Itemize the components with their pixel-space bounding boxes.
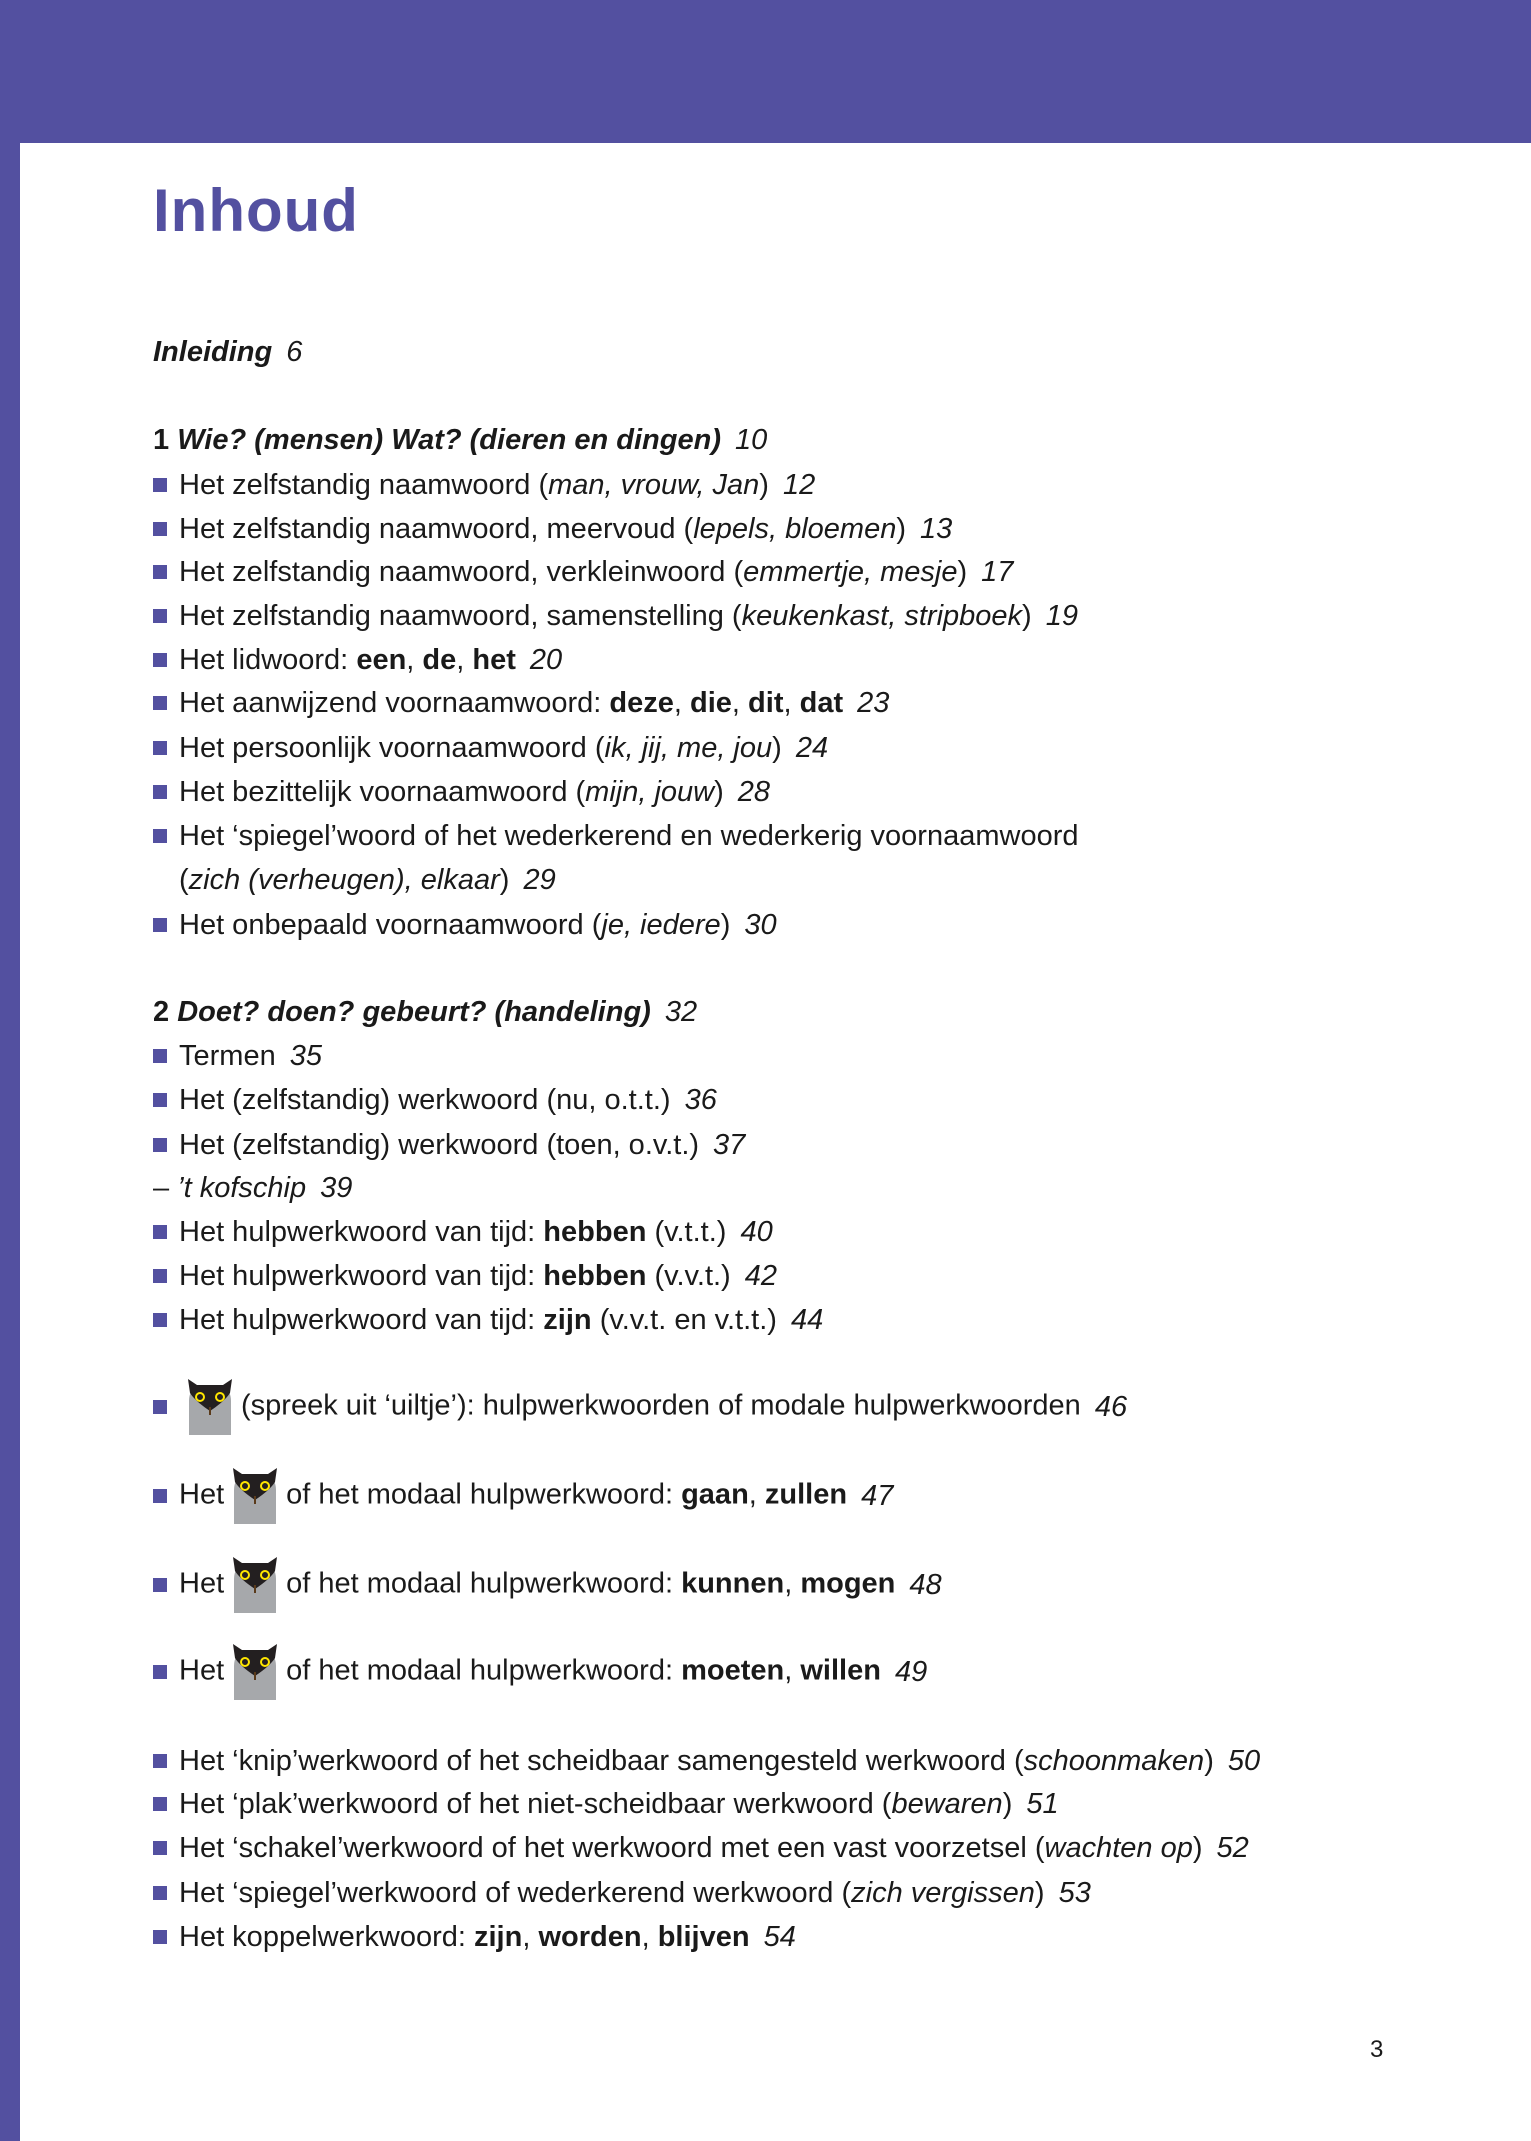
toc-text: ) bbox=[957, 556, 968, 588]
toc-text: Het hulpwerkwoord van tijd: bbox=[179, 1260, 544, 1292]
page-number: 3 bbox=[1370, 2036, 1384, 2063]
toc-text: 2 bbox=[153, 996, 178, 1028]
toc-item bbox=[153, 1650, 927, 1694]
toc-text: Het ‘schakel’werkwoord of het werkwoord met een vast voorzetsel ( bbox=[179, 1832, 1045, 1864]
toc-item bbox=[179, 858, 556, 902]
toc-item bbox=[153, 1078, 717, 1122]
toc-text: het bbox=[472, 644, 516, 676]
toc-text: gaan bbox=[681, 1478, 749, 1511]
toc-item bbox=[153, 814, 1079, 858]
bullet-icon bbox=[153, 1400, 167, 1414]
toc-text: ) bbox=[714, 776, 724, 808]
toc-page-number: 19 bbox=[1045, 600, 1078, 632]
toc-text: hebben bbox=[543, 1216, 647, 1248]
toc-heading bbox=[153, 990, 697, 1034]
toc-page-number: 13 bbox=[920, 513, 953, 545]
bullet-icon bbox=[153, 1754, 167, 1768]
toc-text: ( bbox=[179, 864, 189, 896]
toc-item bbox=[153, 1298, 823, 1342]
bullet-icon bbox=[153, 1225, 167, 1239]
toc-page-number: 37 bbox=[713, 1129, 746, 1161]
bullet-icon bbox=[153, 1489, 167, 1503]
toc-text: (v.v.t.) bbox=[646, 1260, 731, 1292]
toc-text: Het koppelwerkwoord: bbox=[179, 1921, 474, 1953]
toc-text: moeten bbox=[681, 1654, 785, 1687]
toc-item bbox=[153, 1915, 796, 1959]
toc-text: (spreek uit ‘uiltje’): hulpwerkwoorden of modale hulpwerkwoorden bbox=[241, 1389, 1081, 1422]
toc-item bbox=[153, 1034, 322, 1078]
toc-page-number: 47 bbox=[861, 1480, 894, 1512]
toc-text: of het modaal hulpwerkwoord: bbox=[286, 1567, 682, 1600]
toc-text: man, vrouw, Jan bbox=[548, 469, 760, 501]
toc-text: , bbox=[784, 1654, 801, 1687]
toc-text: dat bbox=[799, 687, 844, 719]
bullet-icon bbox=[153, 522, 167, 536]
toc-text: emmertje, mesje bbox=[743, 556, 958, 588]
owl-icon bbox=[230, 1468, 280, 1524]
toc-item bbox=[153, 1739, 1260, 1783]
bullet-icon bbox=[153, 1930, 167, 1944]
bullet-icon bbox=[153, 1093, 167, 1107]
toc-text: Het hulpwerkwoord van tijd: bbox=[179, 1216, 544, 1248]
bullet-icon bbox=[153, 609, 167, 623]
toc-page-number: 42 bbox=[744, 1260, 777, 1292]
toc-text: bewaren bbox=[891, 1788, 1003, 1820]
toc-text: , bbox=[456, 644, 473, 676]
toc-text: Het persoonlijk voornaamwoord ( bbox=[179, 732, 605, 764]
toc-item bbox=[153, 550, 1013, 594]
toc-text: (v.v.t. en v.t.t.) bbox=[591, 1304, 777, 1336]
toc-item bbox=[153, 1474, 893, 1518]
toc-text: dit bbox=[748, 687, 784, 719]
toc-text: 1 bbox=[153, 424, 178, 456]
toc-page-number: 12 bbox=[782, 469, 816, 501]
toc-item bbox=[153, 1210, 773, 1254]
toc-text: – bbox=[153, 1172, 178, 1204]
bullet-icon bbox=[153, 1138, 167, 1152]
toc-text: , bbox=[784, 1567, 801, 1600]
toc-text: ik, jij, me, jou bbox=[604, 732, 773, 764]
bullet-icon bbox=[153, 696, 167, 710]
toc-item bbox=[153, 1563, 942, 1607]
toc-text: zullen bbox=[764, 1478, 848, 1511]
toc-text: Het zelfstandig naamwoord, samenstelling ( bbox=[179, 600, 742, 632]
toc-page-number: 28 bbox=[737, 776, 771, 808]
toc-page-number: 44 bbox=[790, 1304, 824, 1336]
toc-text: een bbox=[356, 644, 407, 676]
toc-text: Het bbox=[179, 1567, 225, 1600]
toc-text: , bbox=[748, 1478, 765, 1511]
toc-text: zich vergissen bbox=[851, 1877, 1035, 1909]
toc-text: ) bbox=[1204, 1745, 1214, 1777]
page-title: Inhoud bbox=[153, 177, 359, 244]
toc-text: Het ‘knip’werkwoord of het scheidbaar samengesteld werkwoord ( bbox=[179, 1745, 1024, 1777]
toc-heading bbox=[153, 418, 767, 462]
toc-page-number: 17 bbox=[981, 556, 1014, 588]
toc-text: Het lidwoord: bbox=[179, 644, 357, 676]
toc-text: schoonmaken bbox=[1023, 1745, 1205, 1777]
toc-text: Het zelfstandig naamwoord, meervoud ( bbox=[179, 513, 694, 545]
toc-text: ) bbox=[1192, 1832, 1203, 1864]
toc-text: Het ‘plak’werkwoord of het niet-scheidbaar werkwoord ( bbox=[179, 1788, 892, 1820]
toc-item bbox=[153, 1166, 352, 1210]
toc-text: mijn, jouw bbox=[585, 776, 715, 808]
toc-text: , bbox=[406, 644, 423, 676]
toc-text: Termen bbox=[179, 1040, 276, 1072]
toc-text: Het (zelfstandig) werkwoord (nu, o.t.t.) bbox=[179, 1084, 671, 1116]
toc-item bbox=[153, 726, 828, 770]
toc-page-number: 51 bbox=[1026, 1788, 1059, 1820]
toc-text: ) bbox=[759, 469, 769, 501]
toc-page-number: 52 bbox=[1216, 1832, 1249, 1864]
toc-text: zijn bbox=[473, 1921, 523, 1953]
toc-text: Het (zelfstandig) werkwoord (toen, o.v.t.) bbox=[179, 1129, 700, 1161]
toc-text: de bbox=[422, 644, 457, 676]
toc-text: ’t kofschip bbox=[177, 1172, 307, 1204]
bullet-icon bbox=[153, 741, 167, 755]
side-bar bbox=[0, 0, 20, 2141]
toc-text: (v.t.t.) bbox=[646, 1216, 727, 1248]
toc-page-number: 46 bbox=[1094, 1391, 1128, 1423]
toc-item bbox=[153, 903, 777, 947]
toc-text: of het modaal hulpwerkwoord: bbox=[286, 1654, 682, 1687]
toc-page-number: 23 bbox=[857, 687, 890, 719]
toc-page-number: 29 bbox=[523, 864, 556, 896]
toc-text: Inleiding bbox=[153, 336, 273, 368]
toc-text: , bbox=[731, 687, 749, 719]
toc-text: ) bbox=[720, 909, 731, 941]
toc-page-number: 40 bbox=[740, 1216, 773, 1248]
toc-text: Het ‘spiegel’werkwoord of wederkerend werkwoord ( bbox=[179, 1877, 852, 1909]
toc-text: worden bbox=[538, 1921, 642, 1953]
bullet-icon bbox=[153, 1313, 167, 1327]
toc-text: ) bbox=[772, 732, 782, 764]
bullet-icon bbox=[153, 565, 167, 579]
toc-text: , bbox=[783, 687, 800, 719]
toc-page-number: 35 bbox=[289, 1040, 322, 1072]
toc-text: hebben bbox=[543, 1260, 647, 1292]
toc-text: lepels, bloemen bbox=[693, 513, 897, 545]
bullet-icon bbox=[153, 1269, 167, 1283]
toc-text: Het bezittelijk voornaamwoord ( bbox=[179, 776, 586, 808]
toc-text: of het modaal hulpwerkwoord: bbox=[286, 1478, 682, 1511]
toc-text: keukenkast, stripboek bbox=[741, 600, 1023, 632]
toc-text: Het zelfstandig naamwoord, verkleinwoord ( bbox=[179, 556, 744, 588]
bullet-icon bbox=[153, 1578, 167, 1592]
toc-item bbox=[153, 638, 562, 682]
toc-text: , bbox=[673, 687, 691, 719]
toc-text: je, iedere bbox=[601, 909, 721, 941]
toc-page-number: 6 bbox=[286, 336, 303, 368]
toc-text: blijven bbox=[657, 1921, 750, 1953]
toc-item bbox=[153, 1123, 745, 1167]
toc-item bbox=[153, 770, 770, 814]
toc-page-number: 48 bbox=[909, 1569, 942, 1601]
bullet-icon bbox=[153, 1797, 167, 1811]
toc-item bbox=[153, 507, 952, 551]
toc-item bbox=[153, 1871, 1091, 1915]
toc-page-number: 49 bbox=[894, 1656, 928, 1688]
toc-page-number: 32 bbox=[664, 996, 698, 1028]
toc-text: ) bbox=[1034, 1877, 1045, 1909]
owl-icon bbox=[230, 1557, 280, 1613]
toc-item bbox=[153, 1826, 1249, 1870]
toc-text: deze bbox=[609, 687, 674, 719]
toc-text: , bbox=[641, 1921, 658, 1953]
bullet-icon bbox=[153, 918, 167, 932]
toc-text: Het bbox=[179, 1654, 225, 1687]
toc-text: Het zelfstandig naamwoord ( bbox=[179, 469, 549, 501]
toc-item bbox=[153, 681, 889, 725]
toc-text: Het ‘spiegel’woord of het wederkerend en wederkerig voornaamwoord bbox=[179, 820, 1079, 852]
toc-page-number: 30 bbox=[744, 909, 777, 941]
toc-text: mogen bbox=[800, 1567, 896, 1600]
toc-item bbox=[153, 1385, 1127, 1429]
toc-page-number: 54 bbox=[763, 1921, 796, 1953]
toc-page-number: 39 bbox=[320, 1172, 353, 1204]
toc-page-number: 36 bbox=[684, 1084, 717, 1116]
toc-text: Het bbox=[179, 1478, 225, 1511]
toc-text: die bbox=[690, 687, 732, 719]
toc-text: zijn bbox=[543, 1304, 592, 1336]
toc-text: ) bbox=[1022, 600, 1032, 632]
bullet-icon bbox=[153, 1049, 167, 1063]
toc-text: Het onbepaald voornaamwoord ( bbox=[179, 909, 602, 941]
owl-icon bbox=[230, 1644, 280, 1700]
toc-page-number: 20 bbox=[529, 644, 563, 676]
bullet-icon bbox=[153, 478, 167, 492]
bullet-icon bbox=[153, 653, 167, 667]
toc-text: Het hulpwerkwoord van tijd: bbox=[179, 1304, 544, 1336]
toc-item bbox=[153, 594, 1078, 638]
toc-page-number: 10 bbox=[734, 424, 768, 456]
toc-text: ) bbox=[1002, 1788, 1013, 1820]
bullet-icon bbox=[153, 785, 167, 799]
bullet-icon bbox=[153, 1886, 167, 1900]
bullet-icon bbox=[153, 829, 167, 843]
toc-text: Wie? (mensen) Wat? (dieren en dingen) bbox=[177, 424, 721, 456]
toc-page-number: 24 bbox=[795, 732, 829, 764]
toc-text: Het aanwijzend voornaamwoord: bbox=[179, 687, 610, 719]
bullet-icon bbox=[153, 1841, 167, 1855]
owl-icon bbox=[185, 1379, 235, 1435]
toc-text: ) bbox=[499, 864, 510, 896]
toc-text: ) bbox=[896, 513, 907, 545]
toc-text: wachten op bbox=[1044, 1832, 1193, 1864]
toc-text: willen bbox=[800, 1654, 881, 1687]
toc-text: Doet? doen? gebeurt? (handeling) bbox=[177, 996, 651, 1028]
toc-item bbox=[153, 1254, 777, 1298]
toc-item bbox=[153, 1782, 1059, 1826]
toc-text: zich (verheugen), elkaar bbox=[188, 864, 500, 896]
toc-heading bbox=[153, 330, 302, 374]
header-bar bbox=[0, 0, 1531, 143]
toc-text: , bbox=[522, 1921, 539, 1953]
bullet-icon bbox=[153, 1665, 167, 1679]
toc-page-number: 53 bbox=[1058, 1877, 1091, 1909]
toc-page-number: 50 bbox=[1227, 1745, 1261, 1777]
toc-text: kunnen bbox=[681, 1567, 785, 1600]
toc-item bbox=[153, 463, 815, 507]
